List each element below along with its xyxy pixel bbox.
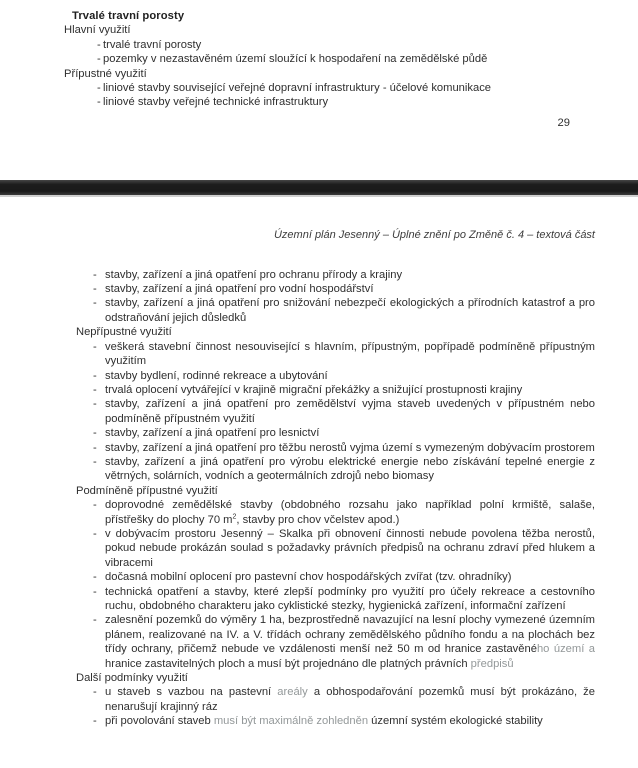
page-29-bottom xyxy=(0,0,638,130)
bullet-dash: - xyxy=(93,499,97,512)
text-segment: Hlavní využití xyxy=(64,24,131,37)
bullet-dash: - xyxy=(97,38,101,51)
text-segment: dočasná mobilní oplocení pro pastevní chov hospodářských zvířat (tzv. ohradníky) xyxy=(105,571,512,584)
list-item xyxy=(64,38,595,52)
bullet-dash: - xyxy=(97,82,101,95)
category-label xyxy=(76,325,595,339)
text-segment: stavby, zařízení a jiná opatření pro těžbu nerostů vyjma území s vymezeným dobývacím prostorem xyxy=(105,441,595,454)
bullet-dash: - xyxy=(93,686,97,699)
list-item xyxy=(76,441,595,455)
text-segment: Další podmínky využití xyxy=(76,672,188,685)
list-item xyxy=(76,268,595,282)
category-label xyxy=(64,67,595,81)
list-item xyxy=(76,527,595,570)
list-item xyxy=(64,95,595,109)
section-title: Trvalé travní porosty xyxy=(72,10,185,22)
text-segment: a obhospodařování pozemků musí být prokázáno, že nenarušují krajinný ráz xyxy=(105,686,595,713)
page-number-row xyxy=(64,116,570,130)
bullet-dash: - xyxy=(93,614,97,627)
changed-text: předpisů xyxy=(470,657,514,670)
superscript: 2 xyxy=(232,512,237,520)
category-label xyxy=(64,23,595,37)
changed-text: musí být maximálně zohledněn xyxy=(213,715,369,728)
text-segment: liniové stavby související veřejné dopravní infrastruktury - účelové komunikace xyxy=(103,82,492,95)
text-segment: , stavby pro chov včelstev apod.) xyxy=(236,513,400,526)
list-item xyxy=(76,685,595,714)
text-segment: územní systém ekologické stability xyxy=(368,715,543,728)
text-segment: stavby bydlení, rodinné rekreace a ubytování xyxy=(105,369,328,382)
text-segment: zalesnění pozemků do výměry 1 ha, bezprostředně navazující na lesní plochy vymezené územním plánem, realizované na IV. a V. třídách ochrany zemědělského půdního fondu a na plochách bez třídy ochrany, přičemž nebude ve vzdálenosti menší než 50 m od hranice zastavěné xyxy=(105,614,595,656)
bullet-dash: - xyxy=(93,383,97,396)
text-segment: stavby, zařízení a jiná opatření pro vodní hospodářství xyxy=(105,283,374,296)
list-item xyxy=(76,383,595,397)
list-item xyxy=(76,455,595,484)
bullet-dash: - xyxy=(93,571,97,584)
bullet-dash: - xyxy=(93,441,97,454)
bullet-dash: - xyxy=(97,96,101,109)
bullet-dash: - xyxy=(93,398,97,411)
page-body-list xyxy=(76,268,595,729)
text-segment: pozemky v nezastavěném území sloužící k hospodaření na zemědělské půdě xyxy=(103,53,488,66)
text-segment: trvalé travní porosty xyxy=(103,38,202,51)
list-item xyxy=(64,52,595,66)
list-item xyxy=(76,369,595,383)
text-segment: liniové stavby veřejné technické infrastruktury xyxy=(103,96,329,109)
list-item xyxy=(76,570,595,584)
text-segment: doprovodné zemědělské stavby (obdobného rozsahu jako například polní krmiště, salaše, přístřešky do plochy 70 m xyxy=(105,499,595,526)
bullet-dash: - xyxy=(93,268,97,281)
list-item xyxy=(76,613,595,671)
text-segment: v dobývacím prostoru Jesenný – Skalka při obnovení činnosti nebude povolena těžba nerostů, pokud nebude prokázán soulad s požadavky právních předpisů na ochranu zdraví před hlukem a vibracemi xyxy=(105,527,595,569)
page-number: 29 xyxy=(557,116,570,129)
list-item xyxy=(76,426,595,440)
running-header: Územní plán Jesenný – Úplné znění po Změně č. 4 – textová část xyxy=(273,229,595,242)
text-segment: stavby, zařízení a jiná opatření pro zemědělství vyjma staveb uvedených v přípustném nebo podmíněně přípustném využití xyxy=(105,398,595,425)
page-separator xyxy=(0,180,638,197)
bullet-dash: - xyxy=(93,283,97,296)
bullet-dash: - xyxy=(93,455,97,468)
bullet-dash: - xyxy=(93,527,97,540)
text-segment: stavby, zařízení a jiná opatření pro lesnictví xyxy=(105,427,320,440)
list-item xyxy=(64,81,595,95)
text-segment: při povolování staveb xyxy=(105,715,214,728)
text-segment: stavby, zařízení a jiná opatření pro výrobu elektrické energie nebo získávání tepelné energie z větrných, solárních, vodních a geotermálních zdrojů nebo biomasy xyxy=(105,455,595,483)
category-label xyxy=(76,671,595,685)
bullet-dash: - xyxy=(93,585,97,598)
bullet-dash: - xyxy=(93,427,97,440)
bullet-dash: - xyxy=(93,340,97,353)
list-item xyxy=(76,498,595,527)
text-segment: trvalá oplocení vytvářející v krajině migrační překážky a snižující prostupnosti krajiny xyxy=(105,383,523,396)
page-30-top xyxy=(0,197,638,728)
text-segment: stavby, zařízení a jiná opatření pro snižování nebezpečí ekologických a přírodních katastrof a pro odstraňování jejich důsledků xyxy=(105,297,595,324)
text-segment: u staveb s vazbou na pastevní xyxy=(105,686,278,699)
bullet-dash: - xyxy=(97,53,101,66)
text-segment: veškerá stavební činnost nesouvisející s hlavním, přípustným, popřípadě podmíněně přípustným využitím xyxy=(105,340,595,368)
list-item xyxy=(76,282,595,296)
page-29-list xyxy=(64,23,595,109)
category-label xyxy=(76,484,595,498)
list-item xyxy=(76,397,595,426)
changed-text: areály xyxy=(277,686,308,699)
text-segment: Podmíněně přípustné využití xyxy=(76,484,218,497)
list-item xyxy=(76,296,595,325)
bullet-dash: - xyxy=(93,369,97,382)
text-segment: hranice zastavitelných ploch a musí být projednáno dle platných právních xyxy=(105,657,471,670)
text-segment: Nepřípustné využití xyxy=(76,326,172,339)
list-item xyxy=(76,714,595,728)
list-item xyxy=(76,340,595,369)
changed-text: ho území a xyxy=(536,643,595,656)
list-item xyxy=(76,585,595,614)
text-segment: stavby, zařízení a jiná opatření pro ochranu přírody a krajiny xyxy=(105,268,403,281)
bullet-dash: - xyxy=(93,715,97,728)
bullet-dash: - xyxy=(93,297,97,310)
text-segment: Přípustné využití xyxy=(64,67,147,80)
text-segment: technická opatření a stavby, které zlepší podmínky pro využití pro účely rekreace a cestovního ruchu, obdobného charakteru jako cyklistické stezky, hygienická zařízení, informační zařízení xyxy=(105,585,595,612)
